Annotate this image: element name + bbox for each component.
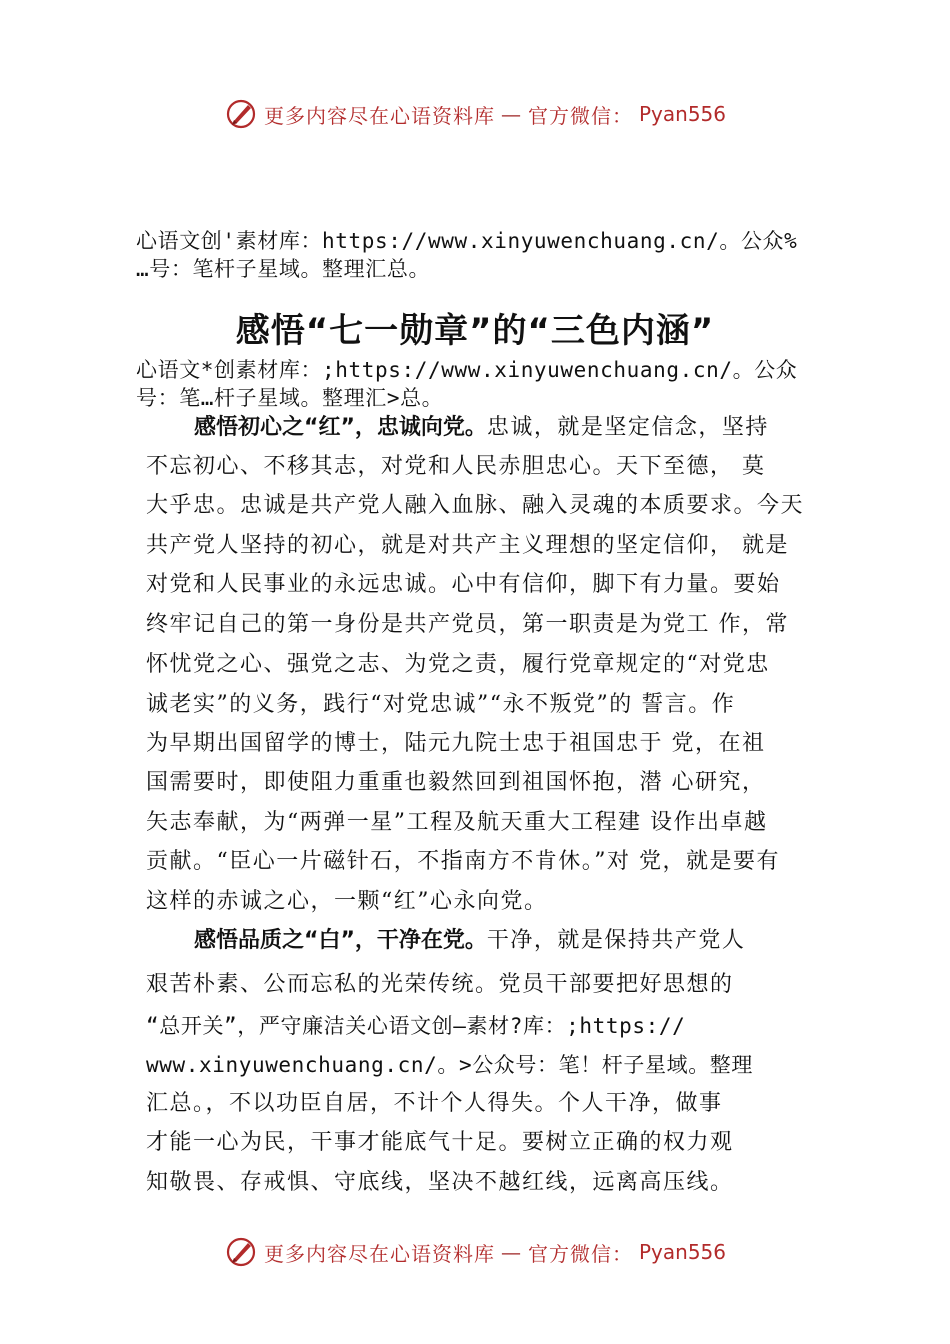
banner-label: 官方微信： xyxy=(527,1241,633,1266)
section2-lead: 感悟品质之“白”，干净在党。 xyxy=(194,928,487,953)
section1-line: 不忘初心、不移其志，对党和人民赤胆忠心。天下至德， 莫 xyxy=(146,454,766,479)
banner-separator: — xyxy=(500,1240,522,1264)
section2-first-line xyxy=(194,926,745,956)
section1-line: 为早期出国留学的博士，陆元九院士忠于祖国忠于 党，在祖 xyxy=(146,731,766,756)
section2-first-tail: 干净，就是保持共产党人 xyxy=(486,928,746,953)
banner-label: 官方微信： xyxy=(527,103,633,128)
section2-line: www.xinyuwenchuang.cn/。>公众号：笔！杆子星域。整理 xyxy=(146,1053,753,1077)
section1-line: 矢志奉献，为“两弹一星”工程及航天重大工程建 设作出卓越 xyxy=(146,810,768,835)
header-line-2: …号：笔杆子星域。整理汇总。 xyxy=(136,257,431,281)
banner-wechat-id: Pyan556 xyxy=(638,1240,726,1264)
section1-line: 诚老实”的义务，践行“对党忠诚”“永不叛党”的 誓言。作 xyxy=(146,692,736,717)
section2-line: 汇总。，不以功臣自居，不计个人得失。个人干净，做事 xyxy=(146,1091,723,1116)
bottom-watermark-banner xyxy=(0,1232,950,1272)
section1-line: 大乎忠。忠诚是共产党人融入血脉、融入灵魂的本质要求。今天 xyxy=(146,493,805,518)
section1-first-tail: 忠诚，就是坚定信念，坚持 xyxy=(486,415,769,440)
section1-line: 国需要时，即使阻力重重也毅然回到祖国怀抱，潜 心研究， xyxy=(146,770,766,795)
section1-line: 贡献。“臣心一片磁针石，不指南方不肯休。”对 党，就是要有 xyxy=(146,849,780,874)
section2-line: 才能一心为民，干事才能底气十足。要树立正确的权力观 xyxy=(146,1130,734,1155)
sub-line-2: 号：笔…杆子星域。整理汇>总。 xyxy=(136,386,444,410)
banner-brand-text: 更多内容尽在心语资料库 xyxy=(263,103,495,128)
section1-line: 终牢记自己的第一身份是共产党员，第一职责是为党工 作，常 xyxy=(146,612,789,637)
section1-line: 怀忧党之心、强党之志、为党之责，履行党章规定的“对党忠 xyxy=(146,652,770,677)
section1-lead: 感悟初心之“红”，忠诚向党。 xyxy=(194,415,487,440)
top-watermark-banner xyxy=(0,94,950,134)
section1-line: 这样的赤诚之心，一颗“红”心永向党。 xyxy=(146,889,548,914)
document-title: 感悟“七一勋章”的“三色内涵” xyxy=(235,311,715,351)
banner-wechat-id: Pyan556 xyxy=(638,102,726,126)
section2-line: 艰苦朴素、公而忘私的光荣传统。党员干部要把好思想的 xyxy=(146,972,734,997)
banner-separator: — xyxy=(500,102,522,126)
pen-logo-icon xyxy=(224,1235,258,1269)
pen-logo-icon xyxy=(224,97,258,131)
section1-line: 共产党人坚持的初心，就是对共产主义理想的坚定信仰， 就是 xyxy=(146,533,789,558)
banner-brand-text: 更多内容尽在心语资料库 xyxy=(263,1241,495,1266)
section1-first-line xyxy=(194,413,769,443)
sub-line-1: 心语文*创素材库：;https://www.xinyuwenchuang.cn/。公众 xyxy=(136,358,798,382)
section2-line: “总开关”，严守廉洁关心语文创—素材?库：;https:// xyxy=(146,1014,686,1038)
section1-line: 对党和人民事业的永远忠诚。心中有信仰，脚下有力量。要始 xyxy=(146,572,781,597)
header-line-1: 心语文创'素材库：https://www.xinyuwenchuang.cn/。公众% xyxy=(136,229,798,253)
section2-line: 知敬畏、存戒惧、守底线，坚决不越红线，远离高压线。 xyxy=(146,1170,734,1195)
